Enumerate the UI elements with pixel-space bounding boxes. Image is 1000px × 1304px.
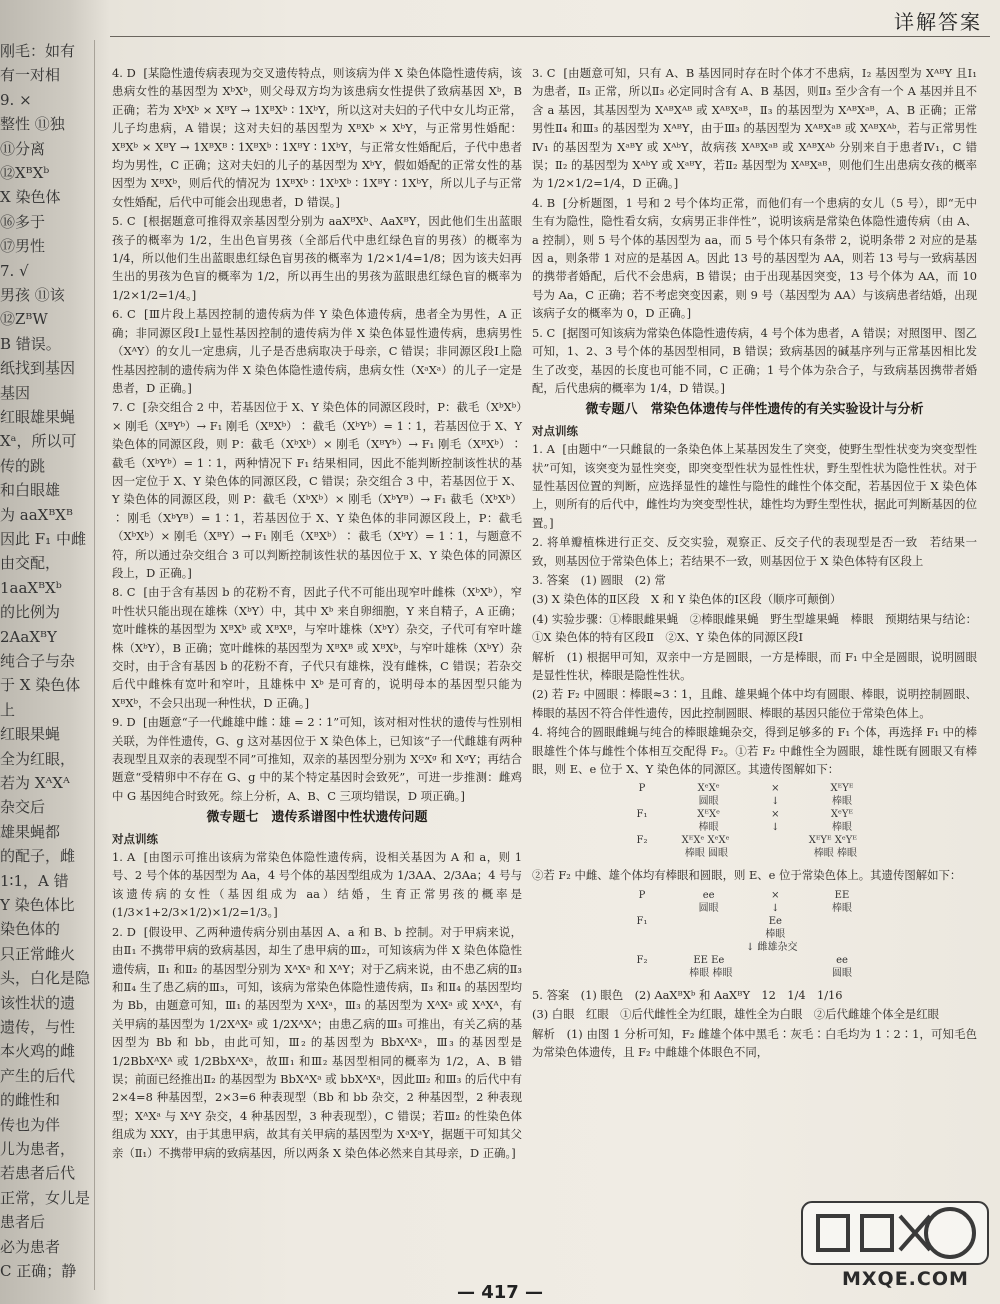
answer-paragraph: 3. 答案 (1) 圆眼 (2) 常 [532, 572, 666, 587]
diagram-cell: × [771, 809, 780, 821]
diagram-cell [686, 941, 716, 954]
diagram-cell: XᴱXᵉ [697, 809, 721, 821]
diagram-cell: XᴱXᵉ XᵉXᵉ [681, 835, 730, 847]
section-heading: 微专题七 遗传系谱图中性状遗传问题 [206, 810, 428, 826]
diagram-row [627, 928, 857, 941]
answer-paragraph: (4) 实验步骤：①棒眼雌果蝇 ②棒眼雌果蝇 野生型雄果蝇 棒眼 预期结果与结论：①X 染色体的特有区段Ⅱ ②X、Y 染色体的同源区段Ⅰ [532, 611, 977, 645]
diagram-cell: 棒眼 圆眼 [684, 848, 729, 860]
diagram-cell: F₁ [636, 915, 648, 927]
header-rule [110, 36, 990, 37]
subsection-heading: 对点训练 [532, 423, 578, 438]
diagram-cell: XᵉYᴱ [830, 809, 854, 821]
edge-text-line: 男孩 ⑪该 [0, 286, 65, 304]
edge-text-line: 由交配， [0, 554, 61, 573]
diagram-cell: XᴱYᴱ [830, 783, 854, 795]
edge-text-line: B 错误。 [0, 334, 61, 353]
diagram-cell [827, 928, 857, 941]
edge-text-line: 传的跳 [0, 456, 46, 475]
diagram-cell: EE [834, 889, 850, 901]
diagram-cell [627, 821, 657, 834]
answer-paragraph: 2. 将单瓣植株进行正交、反交实验，观察正、反交子代的表现型是否一致 若结果一致，则基因位于常染色体上；若结果不一致，则基因位于 X 染色体特有区段上 [532, 535, 977, 568]
diagram-cell [627, 941, 657, 954]
answer-paragraph: 5. 答案 (1) 眼色 (2) AaXᴮXᵇ 和 AaXᴮY 12 1/4 1/16 [532, 987, 843, 1002]
answer-paragraph: 5. C [根据题意可推得双亲基因型分别为 aaXᴮXᵇ、AaXᴮY，因此他们生出蓝眼孩子的概率为 1/2，生出色盲男孩（全部后代中患红绿色盲的男孩）的概率为 1/4，所以他们生出蓝眼患红绿色盲男孩的概率为 1/2×1/4=1/8；因为该夫妇再生出的男孩为色盲的概率为 1/2，所以再生出的男孩为蓝眼患红绿色盲的概率为 1/2×1/2=1/4。] [112, 214, 526, 302]
edge-text-line: Xᵃ，所以可 [0, 432, 77, 451]
diagram-row [627, 941, 857, 954]
edge-text-line: 正常，女儿是 [0, 1188, 91, 1207]
diagram-cell [765, 967, 795, 980]
edge-text-line: C 正确；静 [0, 1262, 77, 1280]
page-number: — 417 — [456, 1282, 544, 1303]
diagram-row [627, 795, 857, 808]
edge-text-line: 若患者后代 [0, 1164, 76, 1183]
previous-page-edge-text [0, 40, 91, 1290]
diagram-row [627, 954, 857, 967]
diagram-cell: 棒眼 [831, 796, 852, 808]
edge-text-line: 本火鸡的雌 [0, 1042, 76, 1061]
answer-paragraph: 7. C [杂交组合 2 中，若基因位于 X、Y 染色体的同源区段时，P：截毛（XᵇXᵇ）× 刚毛（XᴮYᵇ）→ F₁ 刚毛（XᴮXᵇ）∶ 截毛（XᵇYᵇ）= 1∶1，若基因位于 X、Y 染色体的同源区段，则 P：截毛（XᵇXᵇ）× 刚毛（XᴮYᵇ）→ F₁ 刚毛（XᴮXᵇ）∶ 截毛（XᵇYᵇ）= 1∶1，两种情况下 F₁ 结果相同，因此不能判断控制该性状的基因一定位于 X、Y 染色体的同源区段，C 错误；杂交组合 3 中，若基因位于 X、Y 染色体的同源区段，则 P：截毛（XᵇXᵇ）× 刚毛（XᵇYᴮ）→ F₁ 截毛（XᵇXᵇ）∶ 刚毛（XᵇYᴮ）= 1∶1，若基因位于 X、Y 染色体的非同源区段上，P：截毛（XᵇXᵇ）× 刚毛（XᴮY）→ F₁ 刚毛（XᴮXᵇ）∶ 截毛（XᵇY）= 1∶1，与题意不符，所以通过杂交组合 3 可以判断控制该性状的基因位于 X、Y 染色体的同源区段上，D 正确。] [112, 400, 526, 580]
diagram-cell [627, 967, 657, 980]
edge-text-line: 9. × [0, 90, 32, 109]
answer-paragraph: (3) X 染色体的Ⅱ区段 X 和 Y 染色体的Ⅰ区段（顺序可颠倒） [532, 592, 842, 607]
answer-paragraph: 解析 (1) 根据甲可知，双亲中一方是圆眼，一方是棒眼，而 F₁ 中全是圆眼，说明圆眼是显性性状，棒眼是隐性性状。 [532, 649, 977, 682]
edge-text-line: 的雌性和 [0, 1091, 61, 1110]
diagram-cell [827, 941, 857, 954]
edge-text-line: 纸找到基因 [0, 359, 76, 378]
edge-text-line: 染色体的 [0, 920, 61, 939]
edge-text-line: 2AaXᴮY [0, 627, 57, 646]
diagram-cell [827, 915, 857, 928]
diagram-cell: 棒眼 棒眼 [813, 848, 857, 860]
edge-text-line: 的比例为 [0, 603, 61, 622]
diagram-cell: ↓ [771, 822, 780, 834]
edge-text-line: ⑰男性 [0, 237, 46, 256]
diagram-cell: 棒眼 [698, 822, 719, 834]
diagram-row [627, 834, 857, 847]
edge-text-line: 杂交后 [0, 798, 46, 817]
diagram-cell: ee [702, 889, 715, 901]
diagram-cell: XᴱYᴱ XᵉYᴱ [808, 835, 857, 847]
answer-paragraph: 5. C [据图可知该病为常染色体隐性遗传病，4 号个体为患者，A 错误；对照图甲、图乙可知，1、2、3 号个体的基因型相同，B 错误；致病基因的碱基序列与正常基因相比发生了改变，基因的长度也可能不同，C 正确；1 号个体为杂合子，与致病基因携带者婚配，后代患病的概率为 1/4，D 错误。] [532, 325, 977, 395]
diagram-cell: 棒眼 [831, 822, 852, 834]
answer-paragraph: ②若 F₂ 中雌、雄个体均有棒眼和圆眼，则 E、e 位于常染色体上。其遗传图解如下： [532, 868, 962, 883]
answer-paragraph: 解析 (1) 由图 1 分析可知，F₂ 雌雄个体中黑毛∶灰毛∶白毛均为 1∶2∶1，可知毛色为常染色体遗传，且 F₂ 中雌雄个体眼色不同， [532, 1026, 977, 1060]
edge-text-line: 只正常雌火 [0, 944, 76, 963]
diagram-cell: EE Ee [693, 954, 725, 966]
edge-text-line: 的配子，雌 [0, 847, 76, 866]
edge-text-line: X 染色体 [0, 188, 61, 207]
edge-text-line: Y 染色体比 [0, 896, 75, 914]
edge-text-line: 于 X 染色体 [0, 676, 81, 695]
edge-text-line: 必为患者 [0, 1237, 61, 1256]
genetic-cross-diagram [627, 782, 857, 860]
edge-text-line: 基因 [0, 383, 31, 402]
answer-paragraph: 1. A [由图示可推出该病为常染色体隐性遗传病，设相关基因为 A 和 a，则 1 号、2 号个体的基因型为 Aa，4 号个体的基因型组成为 1/3AA、2/3Aa；4 号与该遗传病的女性（基因组成为 aa）结婚，生育正常男孩的概率是 (1/3×1+2/3×1/2)×1/2=1/3。] [112, 850, 526, 920]
answer-paragraph: 8. C [由于含有基因 b 的花粉不育，因此子代不可能出现窄叶雌株（XᵇXᵇ），窄叶性状只能出现在雄株（XᵇY）中，其中 Xᵇ 来自卵细胞，Y 来自精子，A 正确；宽叶雌株的基因型为 XᴮXᵇ 或 XᴮXᴮ，与窄叶雄株（XᵇY）杂交，子代可有窄叶雄株（XᵇY），B 正确；宽叶雌株的基因型为 XᴮXᴮ 或 XᴮXᵇ，与窄叶雄株（XᵇY）杂交时，由于含有基因 b 的花粉不育，子代只有雄株，没有雌株，C 错误；若杂交后代中雌株有宽叶和窄叶，且雄株中 Xᵇ 是可育的，说明母本的基因型只能为 XᴮXᵇ，不会只出现一种性状，D 正确。] [112, 585, 526, 710]
edge-text-line: ⑯多于 [0, 212, 46, 231]
diagram-cell: F₂ [636, 835, 648, 847]
watermark-url: MXQE.COM [842, 1268, 969, 1290]
edge-text-line: 该性状的遗 [0, 993, 76, 1012]
edge-text-line: 传也为伴 [0, 1115, 61, 1134]
page-header-title: 详解答案 [894, 10, 982, 34]
edge-text-line: 若为 XᴬXᴬ [0, 774, 70, 792]
diagram-cell [761, 954, 791, 967]
answer-paragraph: 3. C [由题意可知，只有 A、B 基因同时存在时个体才不患病，Ⅰ₂ 基因型为 XᴬᴮY 且Ⅰ₁ 为患者，Ⅱ₃ 正常，所以Ⅱ₃ 必定同时含有 A、B 基因，则Ⅱ₃ 至少含有一个 A 基因并且不含 a 基因，其基因型为 XᴬᴮXᴬᴮ 或 XᴬᴮXᵃᴮ，Ⅱ₃ 的基因型为 XᴬᴮXᵃᴮ，A、B 正确；正常男性Ⅱ₄ 和Ⅲ₃ 的基因型为 XᴬᴮY，由于Ⅲ₃ 的基因型为 XᴬᴮXᵃᴮ 或 XᴬᴮXᴬᵇ，若与正常男性Ⅳ₁ 的基因型为 XᵃᴮY 或 XᴬᵇY，故病孩 XᴬᴮXᵃᴮ 或 XᴬᴮXᴬᵇ 分别来自于患者Ⅳ₁，C 错误；Ⅱ₂ 的基因型为 XᴬᵇY 或 XᵃᴮY，若Ⅱ₂ 基因型为 XᴬᴮXᵃᴮ，则他们生出患病女孩的概率为 1/2×1/2=1/4，D 正确。] [532, 66, 981, 191]
diagram-row [627, 782, 857, 795]
answer-column-right [532, 64, 981, 1284]
diagram-cell: F₁ [636, 809, 648, 821]
answer-paragraph: 4. B [分析题图，1 号和 2 号个体均正常，而他们有一个患病的女儿（5 号），即“无中生有为隐性，隐性看女病，女病男正非伴性”，说明该病是常染色体隐性遗传病（由 A、a 控制），则 5 号个体的基因型为 aa，而 5 号个体只有条带 2，说明条带 2 对应的是基因 a，则条带 1 对应的是基因 A。因此 13 号的基因型为 AA，则若 13 号与一致病基因的携带者婚配，后代不会患病，B 错误；由于出现基因突变，13 号个体为 AA，而 10 号为 Aa，C 正确；若不考虑突变因素，则 9 号（基因型为 AA）与该病患者结婚，出现该病子女的概率为 0，D 正确。] [532, 195, 981, 321]
diagram-cell: ↓ [771, 796, 780, 808]
edge-text-line: 因此 F₁ 中雌 [0, 530, 86, 548]
section-heading: 微专题八 常染色体遗传与伴性遗传的有关实验设计与分析 [585, 402, 924, 418]
answer-paragraph: (3) 白眼 红眼 ①后代雌性全为红眼，雄性全为白眼 ②后代雌雄个体全是红眼 [532, 1007, 940, 1022]
diagram-cell [756, 847, 786, 860]
edge-text-line: 1∶1，A 错 [0, 871, 69, 890]
diagram-cell: ↓ 雌雄杂交 [745, 941, 798, 953]
diagram-cell: ee [836, 954, 848, 966]
diagram-cell: × [771, 889, 780, 901]
edge-text-line: 全为红眼， [0, 749, 76, 768]
diagram-cell: ↓ [771, 902, 780, 914]
subsection-heading: 对点训练 [112, 831, 158, 846]
edge-text-line: 纯合子与杂 [0, 652, 76, 670]
edge-text-line: 为 aaXᴮXᴮ [0, 505, 73, 524]
diagram-cell: 棒眼 [831, 902, 852, 914]
binding-gutter [94, 40, 95, 1290]
edge-text-line: 产生的后代 [0, 1066, 76, 1085]
edge-text-line: ⑫ZᴮW [0, 310, 48, 329]
edge-text-line: 红眼果蝇 [0, 725, 61, 744]
edge-text-line: 遗传，与性 [0, 1018, 76, 1036]
diagram-cell: 圆眼 [831, 967, 852, 979]
diagram-row [627, 808, 857, 821]
answer-paragraph: 4. 将纯合的圆眼雌蝇与纯合的棒眼雄蝇杂交，得到足够多的 F₁ 个体，再选择 F₁ 中的棒眼雄性个体与雌性个体相互交配得 F₂。①若 F₂ 中雌性全为圆眼，雄性既有圆眼又有棒眼，则 E、e 位于 X、Y 染色体的同源区。其遗传图解如下： [532, 725, 977, 777]
edge-text-line: 和白眼雄 [0, 481, 61, 500]
answer-paragraph: (2) 若 F₂ 中圆眼∶棒眼≈3∶1，且雌、雄果蝇个体中均有圆眼、棒眼，说明控制圆眼、棒眼的基因不符合伴性遗传，因此控制圆眼、棒眼的基因只能位于常染色体上。 [532, 687, 977, 720]
answer-paragraph: 4. D [某隐性遗传病表现为交叉遗传特点，则该病为伴 X 染色体隐性遗传病，该患病女性的基因型为 XᵇXᵇ，则父母双方均为该患病女性提供了致病基因 Xᵇ，B 正确；若为 XᵇXᵇ × XᴮY → 1XᴮXᵇ ∶ 1XᵇY，所以这对夫妇的子代中女儿均正常，儿子均患病，A 错误；这对夫妇的基因型为 XᴮXᵇ × XᵇY，与正常男性婚配：XᴮXᵇ × XᴮY → 1XᴮXᴮ ∶ 1XᴮXᵇ ∶ 1XᴮY ∶ 1XᵇY，与正常女性婚配后，子代中患者均为男性，C 正确；这对夫妇的儿子的基因型为 XᵇY，假如婚配的正常女性的基因型为 XᴮXᵇ，则后代的情况为 1XᴮXᵇ ∶ 1XᵇXᵇ ∶ 1XᴮY ∶ 1XᵇY，所以儿子与正常女性婚配，后代中可能会出现患者，D 错误。] [112, 66, 526, 209]
answer-paragraph: 9. D [由题意“子一代雌雄中雌∶雄 = 2∶1”可知，该对相对性状的遗传与性别相关联，为伴性遗传，G、g 这对基因位于 X 染色体上，已知该“子一代雌雄有两种表现型且双亲的表现型不同”可推知，双亲的基因型分别为 XᴳXᵍ 和 XᵍY；再结合题意“受精卵中不存在 G、g 中的某个特定基因时会致死”，可进一步推测：雌鸡中 G 基因纯合时致死。综上分析，A、B、C 三项均错误，D 项正确。] [112, 715, 522, 803]
diagram-cell: 圆眼 [698, 902, 719, 914]
diagram-cell [627, 902, 657, 915]
edge-text-line: 7. √ [0, 261, 29, 280]
answer-paragraph: 6. C [Ⅲ片段上基因控制的遗传病为伴 Y 染色体遗传病，患者全为男性，A 正确；非同源区段Ⅰ上显性基因控制的遗传病为伴 X 染色体显性遗传病，患病男性（XᴬY）的女儿一定患病，儿子是否患病取决于母亲，C 错误；非同源区段Ⅰ上隐性基因控制的遗传病为伴 X 染色体隐性遗传病，患病女性（XᵃXᵃ）的儿子一定是患者，D 正确。] [112, 307, 522, 395]
diagram-cell [754, 834, 784, 847]
diagram-cell: 棒眼 棒眼 [689, 967, 733, 979]
edge-text-line: 上 [0, 700, 16, 719]
edge-text-line: 刚毛：如有 [0, 42, 76, 60]
edge-text-line: 整性 ⑪独 [0, 115, 65, 134]
diagram-cell: P [638, 783, 646, 795]
diagram-row [627, 847, 857, 860]
diagram-cell: 棒眼 [765, 928, 786, 940]
edge-text-line: ⑪分离 [0, 139, 46, 158]
answer-paragraph: 2. D [假设甲、乙两种遗传病分别由基因 A、a 和 B、b 控制。对于甲病来说，由Ⅱ₁ 不携带甲病的致病基因，却生了患甲病的Ⅲ₂，可知该病为伴 X 染色体隐性遗传病，Ⅱ₁ 和Ⅱ₂ 的基因型分别为 XᴬXᵃ 和 XᴬY；对于乙病来说，由不患乙病的Ⅱ₃ 和Ⅱ₄ 生了患乙病的Ⅲ₃，可知，该病为常染色体隐性遗传病，Ⅱ₃ 和Ⅱ₄ 的基因型均为 Bb，由题意可知，Ⅲ₁ 的基因型为 XᴬXᵃ，Ⅲ₃ 的基因型为 XᴬXᵃ 或 XᴬXᴬ，有关甲病的基因型为 1/2XᴬXᵃ 或 1/2XᴬXᴬ；由患乙病的Ⅲ₃ 可推出，有关乙病的基因型为 Bb 和 bb，由此可知，Ⅲ₂ 的基因型为 BbXᴬXᵃ，Ⅲ₃ 的基因型是 1/2BbXᴬXᴬ 或 1/2BbXᴬXᵃ，故Ⅲ₁ 和Ⅲ₂ 基因型相同的概率为 1/2，A、B 错误；前面已经推出Ⅱ₂ 的基因型为 BbXᴬXᵃ 或 bbXᴬXᵃ，因此Ⅲ₂ 和Ⅲ₃ 的后代中有 2×4=8 种基因型，2×3=6 种表现型（Bb 和 bb 杂交，2 种基因型，2 种表现型；XᴬXᵃ 与 XᴬY 杂交，4 种基因型，3 种表现型），C 错误；若Ⅲ₂ 的性染色体组成为 XXY，由于其患甲病，故其有关甲病的基因型为 XᵃXᵃY，据题干可知其父亲（Ⅱ₁）不携带甲病的致病基因，所以两条 X 染色体必然来自其母亲，D 正确。] [112, 924, 526, 1160]
diagram-cell: × [771, 783, 780, 795]
edge-text-line: 有一对相 [0, 66, 61, 85]
genetic-cross-diagram [627, 889, 857, 980]
answer-paragraph: 1. A [由题中“一只雌鼠的一条染色体上某基因发生了突变，使野生型性状变为突变型性状”可知，该突变为显性突变，即突变型性状为显性性状，野生型性状为隐性性状。对于显性基因位置的判断，应选择显性的雄性与隐性的雌性个体交配，若基因位于 X 染色体上，则所有的后代中，雌性均为突变型性状，雄性均为野生型性状，据此可判断基因的位置。] [532, 442, 977, 530]
diagram-cell: Ee [768, 915, 782, 927]
diagram-cell: F₂ [636, 954, 648, 966]
edge-text-line: 1aaXᴮXᵇ [0, 578, 62, 597]
edge-text-line: 儿为患者， [0, 1140, 76, 1158]
diagram-row [627, 902, 857, 915]
diagram-row [627, 967, 857, 980]
edge-text-line: ⑫XᴮXᵇ [0, 164, 50, 182]
diagram-cell [627, 795, 657, 808]
diagram-cell: XᵉXᵉ [697, 783, 720, 795]
diagram-cell [627, 928, 657, 941]
answer-column-left [112, 64, 526, 1284]
diagram-cell: P [638, 889, 646, 901]
edge-text-line: 头，白化是隐 [0, 969, 91, 988]
diagram-cell: 圆眼 [698, 796, 719, 808]
diagram-cell [694, 928, 724, 941]
diagram-cell [627, 847, 657, 860]
edge-text-line: 红眼雄果蝇 [0, 408, 76, 426]
diagram-row [627, 821, 857, 834]
diagram-row [627, 889, 857, 902]
diagram-row [627, 915, 857, 928]
edge-text-line: 雄果蝇都 [0, 822, 61, 841]
edge-text-line: 患者后 [0, 1213, 46, 1232]
diagram-cell [694, 915, 724, 928]
